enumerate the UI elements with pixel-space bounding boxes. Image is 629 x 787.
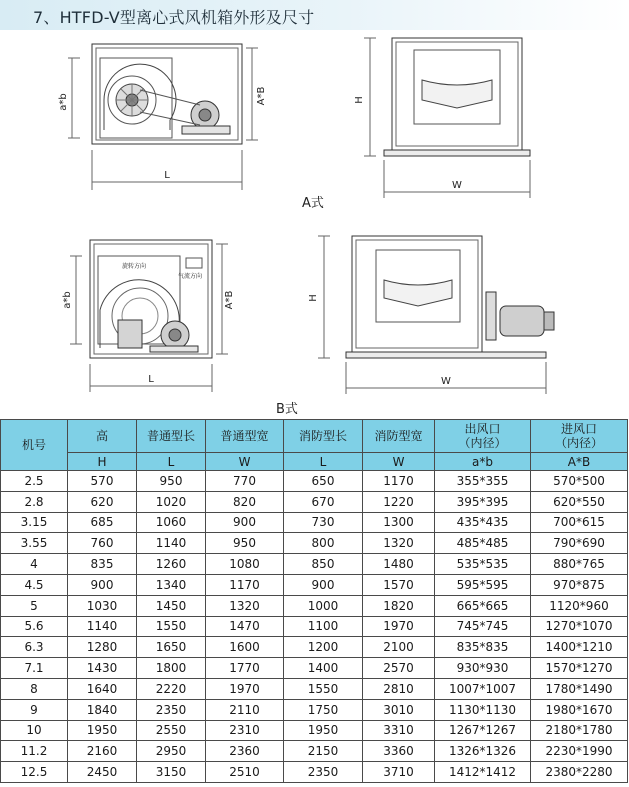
table-cell: 730 bbox=[284, 512, 363, 533]
table-cell: 1550 bbox=[284, 678, 363, 699]
spec-table bbox=[0, 419, 628, 783]
table-cell: 1950 bbox=[284, 720, 363, 741]
table-cell: 2360 bbox=[206, 741, 284, 762]
header-cell: 高 bbox=[68, 420, 137, 453]
b-airflow-note: 气流方向 bbox=[177, 273, 203, 280]
header-cell: 消防型宽 bbox=[363, 420, 435, 453]
table-cell: 3360 bbox=[363, 741, 435, 762]
table-row bbox=[1, 678, 628, 699]
table-cell: 5.6 bbox=[1, 616, 68, 637]
table-cell: 9 bbox=[1, 699, 68, 720]
table-cell: 760 bbox=[68, 533, 137, 554]
header-unit-cell: H bbox=[68, 453, 137, 471]
table-row bbox=[1, 616, 628, 637]
b-front-L-label: L bbox=[148, 374, 154, 385]
table-cell: 1780*1490 bbox=[531, 678, 628, 699]
table-cell: 1970 bbox=[363, 616, 435, 637]
spec-table-header bbox=[1, 420, 628, 471]
table-cell: 1270*1070 bbox=[531, 616, 628, 637]
table-cell: 485*485 bbox=[435, 533, 531, 554]
table-cell: 2150 bbox=[284, 741, 363, 762]
table-cell: 1840 bbox=[68, 699, 137, 720]
caption-b: B式 bbox=[276, 402, 298, 417]
table-cell: 2160 bbox=[68, 741, 137, 762]
table-row bbox=[1, 720, 628, 741]
table-cell: 950 bbox=[206, 533, 284, 554]
table-cell: 1220 bbox=[363, 491, 435, 512]
table-cell: 1550 bbox=[137, 616, 206, 637]
table-cell: 745*745 bbox=[435, 616, 531, 637]
table-cell: 665*665 bbox=[435, 595, 531, 616]
table-cell: 1400 bbox=[284, 658, 363, 679]
table-cell: 1170 bbox=[206, 574, 284, 595]
table-cell: 2570 bbox=[363, 658, 435, 679]
table-cell: 2550 bbox=[137, 720, 206, 741]
header-cell: 进风口 （内径） bbox=[531, 420, 628, 453]
table-cell: 1450 bbox=[137, 595, 206, 616]
table-cell: 2950 bbox=[137, 741, 206, 762]
header-cell: 出风口 （内径） bbox=[435, 420, 531, 453]
table-cell: 1120*960 bbox=[531, 595, 628, 616]
header-unit-cell: W bbox=[206, 453, 284, 471]
header-unit-cell: A*B bbox=[531, 453, 628, 471]
table-cell: 4.5 bbox=[1, 574, 68, 595]
header-unit-cell: L bbox=[284, 453, 363, 471]
table-row bbox=[1, 699, 628, 720]
table-row bbox=[1, 471, 628, 492]
page-title: 7、HTFD-V型离心式风机箱外形及尺寸 bbox=[33, 8, 315, 27]
table-cell: 930*930 bbox=[435, 658, 531, 679]
table-cell: 1080 bbox=[206, 554, 284, 575]
a-front-L-label: L bbox=[164, 170, 170, 181]
b-side-H-label: H bbox=[308, 294, 319, 302]
a-side-H-label: H bbox=[354, 96, 365, 104]
table-cell: 1640 bbox=[68, 678, 137, 699]
b-side-W-label: W bbox=[441, 376, 451, 387]
table-cell: 570*500 bbox=[531, 471, 628, 492]
table-cell: 1970 bbox=[206, 678, 284, 699]
table-cell: 1600 bbox=[206, 637, 284, 658]
table-cell: 1800 bbox=[137, 658, 206, 679]
table-row bbox=[1, 637, 628, 658]
a-front-AB-label: A*B bbox=[256, 86, 267, 106]
table-cell: 1030 bbox=[68, 595, 137, 616]
table-cell: 435*435 bbox=[435, 512, 531, 533]
table-cell: 1326*1326 bbox=[435, 741, 531, 762]
table-cell: 1570 bbox=[363, 574, 435, 595]
b-front-view bbox=[70, 240, 228, 392]
drawings-svg bbox=[0, 30, 629, 418]
table-cell: 1100 bbox=[284, 616, 363, 637]
table-cell: 4 bbox=[1, 554, 68, 575]
table-row bbox=[1, 554, 628, 575]
table-cell: 900 bbox=[284, 574, 363, 595]
table-cell: 11.2 bbox=[1, 741, 68, 762]
table-cell: 2350 bbox=[284, 762, 363, 783]
drawings-area bbox=[0, 30, 629, 418]
table-row bbox=[1, 574, 628, 595]
table-cell: 535*535 bbox=[435, 554, 531, 575]
table-cell: 2350 bbox=[137, 699, 206, 720]
table-row bbox=[1, 512, 628, 533]
table-cell: 1060 bbox=[137, 512, 206, 533]
table-cell: 2510 bbox=[206, 762, 284, 783]
table-cell: 1320 bbox=[206, 595, 284, 616]
table-row bbox=[1, 595, 628, 616]
header-unit-cell: W bbox=[363, 453, 435, 471]
spec-table-body bbox=[1, 471, 628, 783]
table-cell: 880*765 bbox=[531, 554, 628, 575]
table-cell: 12.5 bbox=[1, 762, 68, 783]
table-cell: 1260 bbox=[137, 554, 206, 575]
table-cell: 2180*1780 bbox=[531, 720, 628, 741]
title-bar bbox=[0, 0, 629, 30]
b-front-ab-label: a*b bbox=[62, 291, 73, 309]
a-side-W-label: W bbox=[452, 180, 462, 191]
table-cell: 1950 bbox=[68, 720, 137, 741]
table-cell: 10 bbox=[1, 720, 68, 741]
table-cell: 700*615 bbox=[531, 512, 628, 533]
b-rotation-note: 旋转方向 bbox=[121, 263, 147, 270]
table-cell: 800 bbox=[284, 533, 363, 554]
table-cell: 3.15 bbox=[1, 512, 68, 533]
table-cell: 950 bbox=[137, 471, 206, 492]
table-cell: 7.1 bbox=[1, 658, 68, 679]
table-cell: 570 bbox=[68, 471, 137, 492]
table-cell: 2380*2280 bbox=[531, 762, 628, 783]
table-cell: 395*395 bbox=[435, 491, 531, 512]
a-side-view bbox=[364, 38, 530, 198]
table-cell: 620 bbox=[68, 491, 137, 512]
table-cell: 1130*1130 bbox=[435, 699, 531, 720]
table-cell: 1007*1007 bbox=[435, 678, 531, 699]
table-row bbox=[1, 741, 628, 762]
table-cell: 1980*1670 bbox=[531, 699, 628, 720]
table-cell: 820 bbox=[206, 491, 284, 512]
table-row bbox=[1, 533, 628, 554]
table-cell: 1570*1270 bbox=[531, 658, 628, 679]
table-cell: 1650 bbox=[137, 637, 206, 658]
table-cell: 3710 bbox=[363, 762, 435, 783]
caption-a: A式 bbox=[302, 196, 324, 211]
table-cell: 1200 bbox=[284, 637, 363, 658]
b-front-AB-label: A*B bbox=[224, 290, 235, 310]
table-row bbox=[1, 491, 628, 512]
table-cell: 595*595 bbox=[435, 574, 531, 595]
table-cell: 1750 bbox=[284, 699, 363, 720]
table-cell: 1020 bbox=[137, 491, 206, 512]
table-cell: 670 bbox=[284, 491, 363, 512]
header-unit-cell: a*b bbox=[435, 453, 531, 471]
b-side-view bbox=[318, 236, 554, 394]
table-cell: 2100 bbox=[363, 637, 435, 658]
table-cell: 2810 bbox=[363, 678, 435, 699]
table-cell: 1320 bbox=[363, 533, 435, 554]
a-front-view bbox=[68, 44, 258, 190]
table-cell: 900 bbox=[68, 574, 137, 595]
table-row bbox=[1, 658, 628, 679]
table-cell: 3.55 bbox=[1, 533, 68, 554]
table-cell: 685 bbox=[68, 512, 137, 533]
table-cell: 3310 bbox=[363, 720, 435, 741]
table-cell: 970*875 bbox=[531, 574, 628, 595]
header-unit-cell: L bbox=[137, 453, 206, 471]
table-cell: 1267*1267 bbox=[435, 720, 531, 741]
a-front-ab-label: a*b bbox=[58, 93, 69, 111]
table-cell: 850 bbox=[284, 554, 363, 575]
table-cell: 790*690 bbox=[531, 533, 628, 554]
table-cell: 3150 bbox=[137, 762, 206, 783]
table-cell: 2230*1990 bbox=[531, 741, 628, 762]
table-row bbox=[1, 762, 628, 783]
table-cell: 1000 bbox=[284, 595, 363, 616]
table-cell: 1340 bbox=[137, 574, 206, 595]
table-cell: 6.3 bbox=[1, 637, 68, 658]
table-cell: 900 bbox=[206, 512, 284, 533]
table-cell: 2.5 bbox=[1, 471, 68, 492]
table-cell: 770 bbox=[206, 471, 284, 492]
header-cell: 普通型长 bbox=[137, 420, 206, 453]
table-cell: 1770 bbox=[206, 658, 284, 679]
table-cell: 835 bbox=[68, 554, 137, 575]
table-cell: 3010 bbox=[363, 699, 435, 720]
table-cell: 1820 bbox=[363, 595, 435, 616]
header-cell: 消防型长 bbox=[284, 420, 363, 453]
table-cell: 1470 bbox=[206, 616, 284, 637]
table-cell: 1300 bbox=[363, 512, 435, 533]
table-cell: 1430 bbox=[68, 658, 137, 679]
table-cell: 620*550 bbox=[531, 491, 628, 512]
table-cell: 650 bbox=[284, 471, 363, 492]
table-cell: 2310 bbox=[206, 720, 284, 741]
table-cell: 2450 bbox=[68, 762, 137, 783]
table-cell: 2110 bbox=[206, 699, 284, 720]
table-cell: 1170 bbox=[363, 471, 435, 492]
table-cell: 2220 bbox=[137, 678, 206, 699]
header-cell: 机号 bbox=[1, 420, 68, 471]
table-cell: 1140 bbox=[137, 533, 206, 554]
table-cell: 835*835 bbox=[435, 637, 531, 658]
table-cell: 1140 bbox=[68, 616, 137, 637]
table-cell: 355*355 bbox=[435, 471, 531, 492]
table-cell: 1400*1210 bbox=[531, 637, 628, 658]
table-cell: 5 bbox=[1, 595, 68, 616]
table-cell: 1412*1412 bbox=[435, 762, 531, 783]
table-cell: 8 bbox=[1, 678, 68, 699]
table-cell: 1480 bbox=[363, 554, 435, 575]
table-cell: 1280 bbox=[68, 637, 137, 658]
table-cell: 2.8 bbox=[1, 491, 68, 512]
header-cell: 普通型宽 bbox=[206, 420, 284, 453]
